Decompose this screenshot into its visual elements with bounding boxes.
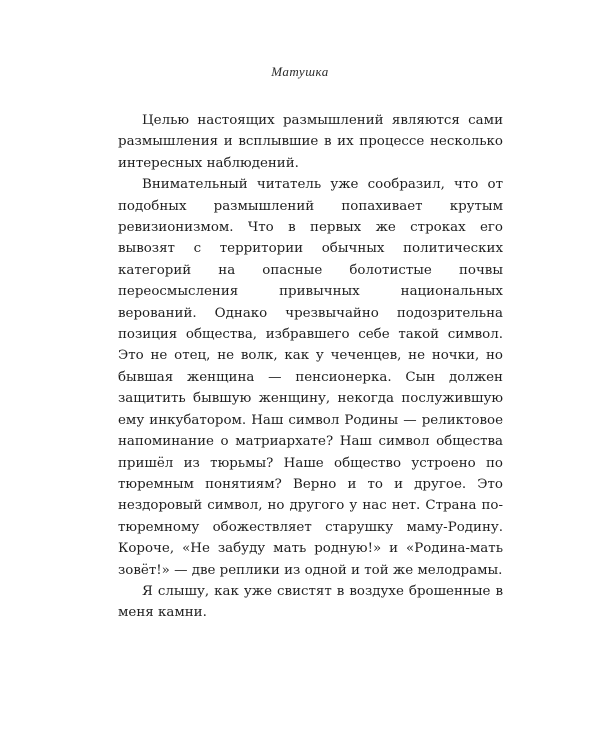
- body-text: [118, 110, 503, 624]
- paragraph-2: Внимательный читатель уже сообразил, что от подобных размышлений попахивает крутым ревизионизмом. Что в первых же строках его вывозят с территории обычных политических категорий на опасные болотистые почвы переосмысления привычных национальных верований. Однако чрезвычайно подозрительна позиция общества, избравшего себе такой символ. Это не отец, не волк, как у чеченцев, не ночки, но бывшая женщина — пенсионерка. Сын должен защитить бывшую женщину, некогда послужившую ему инкубатором. Наш символ Родины — реликтовое напоминание о матриархате? Наш символ общества пришёл из тюрьмы? Наше общество устроено по тюремным понятиям? Верно и то и другое. Это нездоровый символ, но другого у нас нет. Страна по-тюремному обожествляет старушку маму-Родину. Короче, «Не забуду мать родную!» и «Родина-мать зовёт!» — две реплики из одной и той же мелодрамы.: [118, 177, 503, 578]
- paragraph-1: Целью настоящих размышлений являются сами размышления и всплывшие в их процессе несколько интересных наблюдений.: [118, 113, 503, 171]
- running-title: Матушка: [271, 64, 329, 79]
- paragraph-3: Я слышу, как уже свистят в воздухе брошенные в меня камни.: [118, 583, 503, 621]
